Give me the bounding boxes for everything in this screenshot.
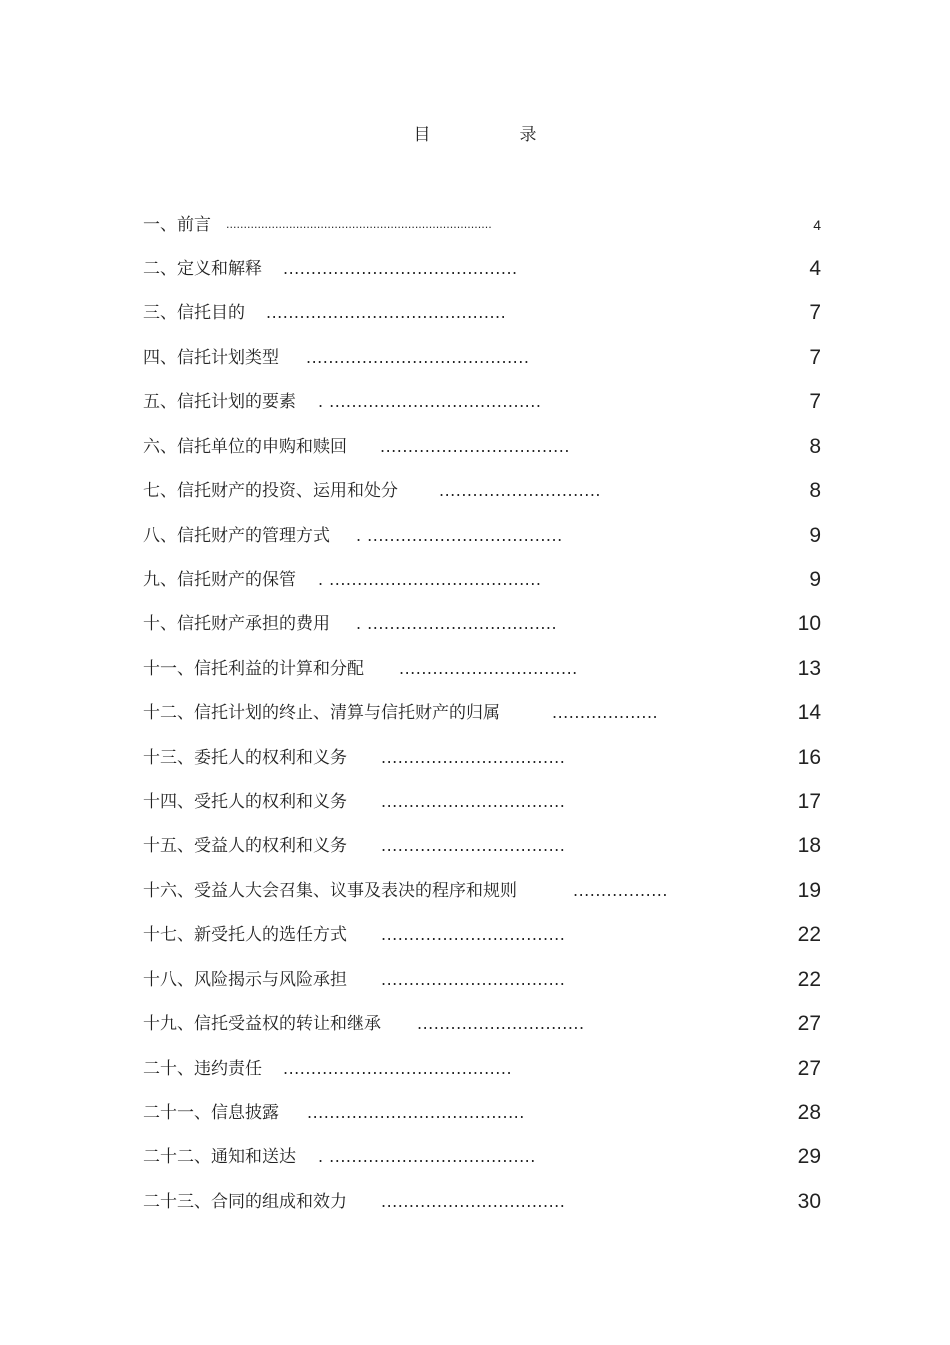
toc-entry[interactable]: [143, 210, 823, 240]
toc-page-number: 14: [797, 701, 821, 724]
toc-entry[interactable]: [143, 831, 823, 861]
toc-page-number: 10: [797, 612, 821, 635]
toc-leader-dots: .......................................: [307, 1103, 525, 1122]
toc-entry-label: 十一、信托利益的计算和分配: [143, 659, 364, 679]
toc-entry-label: 十六、受益人大会召集、议事及表决的程序和规则: [143, 881, 517, 901]
toc-leader-dots: .................................: [381, 970, 566, 989]
toc-page-number: 4: [809, 257, 821, 280]
toc-leader-dots: . .....................................: [318, 1147, 536, 1166]
toc-entry[interactable]: [143, 343, 823, 373]
toc-page-number: 9: [809, 524, 821, 547]
toc-entry-label: 二十二、通知和送达: [143, 1147, 296, 1167]
toc-leader-dots: . ..................................: [356, 614, 558, 633]
toc-entry-label: 十五、受益人的权利和义务: [143, 836, 347, 856]
toc-entry-label: 二十、违约责任: [143, 1059, 262, 1079]
toc-leader-dots: ..........................................: [283, 259, 518, 278]
toc-leader-dots: .............................: [439, 481, 601, 500]
toc-leader-dots: .................................: [381, 925, 566, 944]
toc-entry[interactable]: [143, 298, 823, 328]
toc-entry-label: 九、信托财产的保管: [143, 570, 296, 590]
toc-leader-dots: . ......................................: [318, 392, 542, 411]
toc-page-number: 4: [813, 217, 821, 233]
toc-entry[interactable]: [143, 1009, 823, 1039]
toc-page-number: 7: [809, 390, 821, 413]
toc-leader-dots: .................................: [381, 748, 566, 767]
toc-entry-label: 十二、信托计划的终止、清算与信托财产的归属: [143, 703, 500, 723]
toc-entry[interactable]: [143, 743, 823, 773]
toc-leader-dots: ...........................................: [266, 303, 507, 322]
toc-entry-label: 七、信托财产的投资、运用和处分: [143, 481, 398, 501]
toc-entry-label: 十七、新受托人的选任方式: [143, 925, 347, 945]
toc-page-number: 30: [797, 1190, 821, 1213]
toc-entry[interactable]: [143, 387, 823, 417]
toc-page-number: 27: [797, 1057, 821, 1080]
page-title: 目 录: [413, 125, 573, 145]
toc-page-number: 19: [797, 879, 821, 902]
toc-entry-label: 十四、受托人的权利和义务: [143, 792, 347, 812]
toc-page-number: 28: [797, 1101, 821, 1124]
toc-entry-label: 二、定义和解释: [143, 259, 262, 279]
toc-leader-dots: ..................................: [380, 437, 570, 456]
toc-leader-dots: ............................................................................: [226, 218, 492, 231]
toc-leader-dots: .................................: [381, 1192, 566, 1211]
toc-entry[interactable]: [143, 654, 823, 684]
toc-leader-dots: .................................: [381, 792, 566, 811]
toc-entry-label: 十九、信托受益权的转让和继承: [143, 1014, 381, 1034]
toc-page-number: 29: [797, 1145, 821, 1168]
toc-entry[interactable]: [143, 920, 823, 950]
toc-leader-dots: ................................: [399, 659, 578, 678]
toc-leader-dots: . ......................................: [318, 570, 542, 589]
toc-page-number: 18: [797, 834, 821, 857]
toc-entry[interactable]: [143, 965, 823, 995]
toc-entry[interactable]: [143, 787, 823, 817]
toc-entry-label: 八、信托财产的管理方式: [143, 526, 330, 546]
toc-entry-label: 十八、风险揭示与风险承担: [143, 970, 347, 990]
toc-leader-dots: .................: [573, 881, 668, 900]
toc-page-number: 7: [809, 301, 821, 324]
toc-entry[interactable]: [143, 476, 823, 506]
toc-entry-label: 十三、委托人的权利和义务: [143, 748, 347, 768]
toc-page-number: 9: [809, 568, 821, 591]
toc-entry-label: 三、信托目的: [143, 303, 245, 323]
toc-page-number: 27: [797, 1012, 821, 1035]
toc-entry-label: 四、信托计划类型: [143, 348, 279, 368]
toc-page-number: 7: [809, 346, 821, 369]
toc-entry[interactable]: [143, 565, 823, 595]
toc-entry-label: 五、信托计划的要素: [143, 392, 296, 412]
toc-entry-label: 六、信托单位的申购和赎回: [143, 437, 347, 457]
toc-page-number: 22: [797, 968, 821, 991]
toc-entry[interactable]: [143, 1098, 823, 1128]
toc-leader-dots: .........................................: [283, 1059, 513, 1078]
toc-entry-label: 二十三、合同的组成和效力: [143, 1192, 347, 1212]
toc-entry[interactable]: [143, 1054, 823, 1084]
toc-entry[interactable]: [143, 609, 823, 639]
toc-leader-dots: ..............................: [417, 1014, 585, 1033]
toc-entry-label: 二十一、信息披露: [143, 1103, 279, 1123]
toc-entry-label: 十、信托财产承担的费用: [143, 614, 330, 634]
toc-page-number: 8: [809, 479, 821, 502]
toc-entry[interactable]: [143, 1142, 823, 1172]
toc-entry[interactable]: [143, 698, 823, 728]
toc-leader-dots: . ...................................: [356, 526, 563, 545]
toc-leader-dots: ........................................: [306, 348, 530, 367]
toc-page-number: 17: [797, 790, 821, 813]
toc-entry[interactable]: [143, 432, 823, 462]
toc-page-number: 13: [797, 657, 821, 680]
toc-page-number: 16: [797, 746, 821, 769]
toc-page-number: 8: [809, 435, 821, 458]
toc-entry[interactable]: [143, 876, 823, 906]
toc-entry[interactable]: [143, 521, 823, 551]
toc-entry-label: 一、前言: [143, 215, 211, 235]
toc-leader-dots: ...................: [552, 703, 659, 722]
toc-entry[interactable]: [143, 254, 823, 284]
toc-leader-dots: .................................: [381, 836, 566, 855]
toc-page-number: 22: [797, 923, 821, 946]
toc-entry[interactable]: [143, 1187, 823, 1217]
